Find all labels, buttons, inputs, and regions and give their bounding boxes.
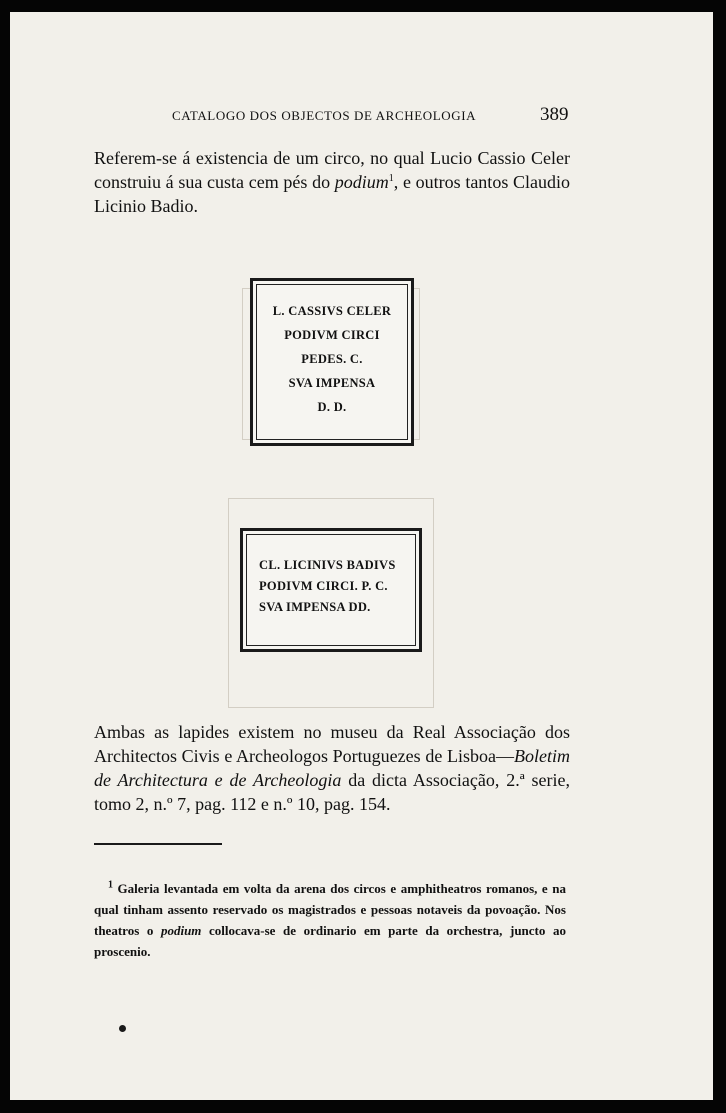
closing-paragraph [94, 720, 570, 816]
footnote [94, 878, 566, 962]
book-page [10, 12, 713, 1100]
page-header [10, 104, 713, 134]
inscription-line: SVA IMPENSA DD. [259, 600, 371, 614]
running-title: CATALOGO DOS OBJECTOS DE ARCHEOLOGIA [172, 108, 477, 123]
closing-citation: Boletim de Architectura e de Archeologia [94, 746, 570, 790]
inscription-line: D. D. [317, 400, 347, 414]
footnote-term: podium [160, 923, 202, 938]
closing-text-1: Ambas as lapides existem no museu da Real Associação dos Architectos Civis e Archeologos Portuguezes de Lisboa— [94, 722, 570, 766]
inscription-line: SVA IMPENSA [288, 376, 376, 390]
footnote-text-2: collocava-se de ordinario em parte da orchestra, juncto ao proscenio. [94, 923, 566, 959]
footnote-divider [94, 843, 222, 845]
intro-text-1: Referem-se á existencia de um circo, no qual Lucio Cassio Celer construiu á sua custa cem pés do [94, 148, 570, 192]
page-number: 389 [540, 104, 569, 125]
intro-term: podium [334, 172, 389, 192]
inscription-line: PODIVM CIRCI [284, 328, 380, 342]
inscription-line: L. CASSIVS CELER [272, 304, 392, 318]
inscription-licinius [240, 528, 422, 652]
intro-paragraph [94, 146, 570, 218]
footnote-text-1: Galeria levantada em volta da arena dos circos e amphitheatros romanos, e na qual tinham assento reservado os magistrados e pessoas notaveis da povoação. Nos theatros o [94, 881, 566, 938]
inscription-cassius [250, 278, 414, 446]
inscription-line: PODIVM CIRCI. P. C. [259, 579, 388, 593]
closing-text-2: da dicta Associação, 2.ª serie, tomo 2, n.º 7, pag. 112 e n.º 10, pag. 154. [94, 770, 571, 814]
ink-dot [119, 1025, 126, 1032]
footnote-marker: 1 [108, 879, 113, 891]
inscription-line: CL. LICINIVS BADIVS [259, 558, 396, 572]
footnote-ref: 1 [388, 173, 394, 184]
intro-text-2: , e outros tantos Claudio Licinio Badio. [94, 172, 571, 216]
inscription-line: PEDES. C. [301, 352, 363, 366]
